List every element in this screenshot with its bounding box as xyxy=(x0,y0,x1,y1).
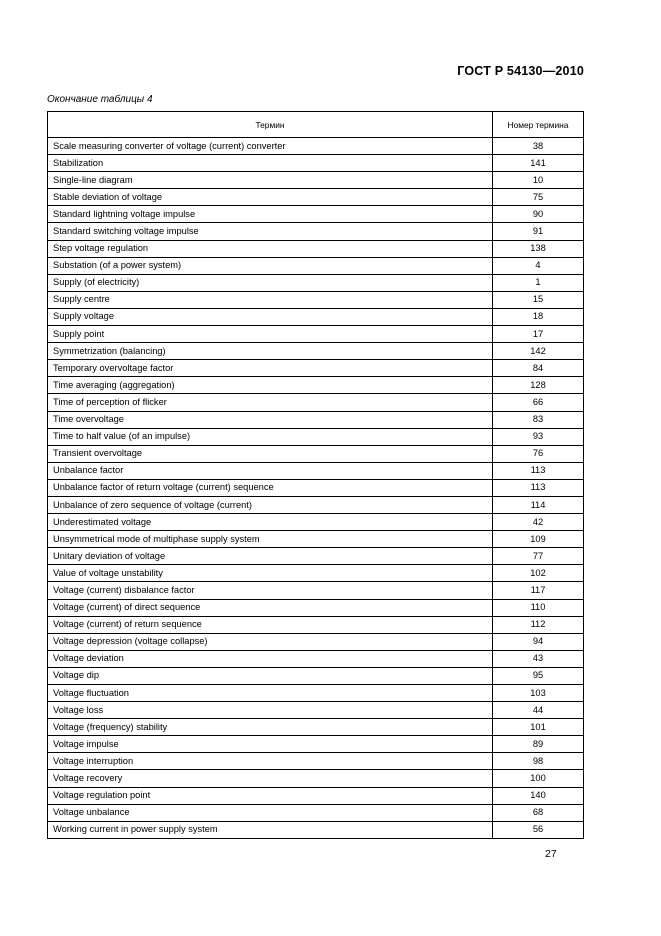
term-cell: Supply point xyxy=(48,326,493,343)
table-row xyxy=(48,548,584,565)
table-row xyxy=(48,189,584,206)
table-row xyxy=(48,582,584,599)
table-row xyxy=(48,291,584,308)
term-number-cell: 141 xyxy=(493,155,584,172)
term-cell: Standard switching voltage impulse xyxy=(48,223,493,240)
term-number-cell: 102 xyxy=(493,565,584,582)
table-row xyxy=(48,479,584,496)
table-row xyxy=(48,274,584,291)
table-row xyxy=(48,206,584,223)
table-row xyxy=(48,685,584,702)
table-body xyxy=(48,138,584,839)
table-row xyxy=(48,308,584,325)
term-cell: Time to half value (of an impulse) xyxy=(48,428,493,445)
term-number-cell: 83 xyxy=(493,411,584,428)
table-row xyxy=(48,428,584,445)
term-cell: Substation (of a power system) xyxy=(48,257,493,274)
term-cell: Voltage fluctuation xyxy=(48,685,493,702)
table-row xyxy=(48,702,584,719)
table-row xyxy=(48,257,584,274)
term-number-cell: 18 xyxy=(493,308,584,325)
column-header-term: Термин xyxy=(48,112,493,138)
table-row xyxy=(48,565,584,582)
table-row xyxy=(48,667,584,684)
table-row xyxy=(48,719,584,736)
term-cell: Voltage interruption xyxy=(48,753,493,770)
term-cell: Standard lightning voltage impulse xyxy=(48,206,493,223)
term-cell: Unbalance factor of return voltage (current) sequence xyxy=(48,479,493,496)
table-row xyxy=(48,616,584,633)
table-row xyxy=(48,326,584,343)
term-cell: Step voltage regulation xyxy=(48,240,493,257)
term-cell: Unbalance of zero sequence of voltage (current) xyxy=(48,496,493,513)
term-number-cell: 93 xyxy=(493,428,584,445)
term-cell: Value of voltage unstability xyxy=(48,565,493,582)
term-number-cell: 113 xyxy=(493,462,584,479)
column-header-number: Номер термина xyxy=(493,112,584,138)
term-number-cell: 95 xyxy=(493,667,584,684)
term-cell: Voltage (current) disbalance factor xyxy=(48,582,493,599)
term-number-cell: 76 xyxy=(493,445,584,462)
table-row xyxy=(48,496,584,513)
term-number-cell: 94 xyxy=(493,633,584,650)
term-cell: Stable deviation of voltage xyxy=(48,189,493,206)
term-number-cell: 42 xyxy=(493,514,584,531)
table-row xyxy=(48,650,584,667)
table-row xyxy=(48,138,584,155)
table-row xyxy=(48,736,584,753)
table-row xyxy=(48,223,584,240)
term-number-cell: 4 xyxy=(493,257,584,274)
term-cell: Unbalance factor xyxy=(48,462,493,479)
page-number: 27 xyxy=(545,848,557,860)
term-number-cell: 140 xyxy=(493,787,584,804)
table-row xyxy=(48,804,584,821)
term-cell: Time overvoltage xyxy=(48,411,493,428)
term-cell: Scale measuring converter of voltage (current) converter xyxy=(48,138,493,155)
term-cell: Voltage depression (voltage collapse) xyxy=(48,633,493,650)
term-number-cell: 43 xyxy=(493,650,584,667)
term-number-cell: 75 xyxy=(493,189,584,206)
term-number-cell: 1 xyxy=(493,274,584,291)
table-row xyxy=(48,821,584,838)
term-cell: Single-line diagram xyxy=(48,172,493,189)
term-cell: Time averaging (aggregation) xyxy=(48,377,493,394)
term-number-cell: 17 xyxy=(493,326,584,343)
term-cell: Transient overvoltage xyxy=(48,445,493,462)
term-number-cell: 113 xyxy=(493,479,584,496)
term-cell: Voltage unbalance xyxy=(48,804,493,821)
term-number-cell: 68 xyxy=(493,804,584,821)
term-number-cell: 100 xyxy=(493,770,584,787)
term-number-cell: 84 xyxy=(493,360,584,377)
term-number-cell: 66 xyxy=(493,394,584,411)
table-row xyxy=(48,531,584,548)
term-cell: Unitary deviation of voltage xyxy=(48,548,493,565)
term-cell: Voltage regulation point xyxy=(48,787,493,804)
term-cell: Unsymmetrical mode of multiphase supply system xyxy=(48,531,493,548)
table-row xyxy=(48,633,584,650)
term-cell: Voltage (current) of direct sequence xyxy=(48,599,493,616)
term-cell: Temporary overvoltage factor xyxy=(48,360,493,377)
table-row xyxy=(48,377,584,394)
term-number-cell: 44 xyxy=(493,702,584,719)
term-cell: Stabilization xyxy=(48,155,493,172)
term-cell: Supply voltage xyxy=(48,308,493,325)
term-cell: Voltage deviation xyxy=(48,650,493,667)
term-number-cell: 77 xyxy=(493,548,584,565)
term-number-cell: 10 xyxy=(493,172,584,189)
table-row xyxy=(48,462,584,479)
term-cell: Symmetrization (balancing) xyxy=(48,343,493,360)
term-number-cell: 101 xyxy=(493,719,584,736)
term-number-cell: 138 xyxy=(493,240,584,257)
term-number-cell: 56 xyxy=(493,821,584,838)
term-cell: Voltage dip xyxy=(48,667,493,684)
term-cell: Working current in power supply system xyxy=(48,821,493,838)
term-number-cell: 90 xyxy=(493,206,584,223)
table-row xyxy=(48,514,584,531)
table-row xyxy=(48,394,584,411)
term-cell: Underestimated voltage xyxy=(48,514,493,531)
term-number-cell: 15 xyxy=(493,291,584,308)
term-number-cell: 114 xyxy=(493,496,584,513)
term-cell: Time of perception of flicker xyxy=(48,394,493,411)
table-row xyxy=(48,155,584,172)
term-number-cell: 98 xyxy=(493,753,584,770)
term-cell: Voltage (current) of return sequence xyxy=(48,616,493,633)
term-number-cell: 142 xyxy=(493,343,584,360)
table-row xyxy=(48,599,584,616)
term-cell: Voltage (frequency) stability xyxy=(48,719,493,736)
term-cell: Voltage impulse xyxy=(48,736,493,753)
term-number-cell: 38 xyxy=(493,138,584,155)
table-row xyxy=(48,343,584,360)
term-number-cell: 112 xyxy=(493,616,584,633)
terms-table xyxy=(47,111,584,839)
table-row xyxy=(48,360,584,377)
table-header-row xyxy=(48,112,584,138)
table-row xyxy=(48,240,584,257)
table-row xyxy=(48,753,584,770)
term-cell: Supply centre xyxy=(48,291,493,308)
table-row xyxy=(48,787,584,804)
table-row xyxy=(48,172,584,189)
term-number-cell: 117 xyxy=(493,582,584,599)
term-cell: Supply (of electricity) xyxy=(48,274,493,291)
term-cell: Voltage loss xyxy=(48,702,493,719)
table-row xyxy=(48,411,584,428)
table-row xyxy=(48,770,584,787)
term-number-cell: 109 xyxy=(493,531,584,548)
term-number-cell: 89 xyxy=(493,736,584,753)
term-cell: Voltage recovery xyxy=(48,770,493,787)
term-number-cell: 103 xyxy=(493,685,584,702)
term-number-cell: 110 xyxy=(493,599,584,616)
standard-number: ГОСТ Р 54130—2010 xyxy=(457,64,584,78)
term-number-cell: 91 xyxy=(493,223,584,240)
term-number-cell: 128 xyxy=(493,377,584,394)
table-caption: Окончание таблицы 4 xyxy=(47,94,153,105)
table-row xyxy=(48,445,584,462)
